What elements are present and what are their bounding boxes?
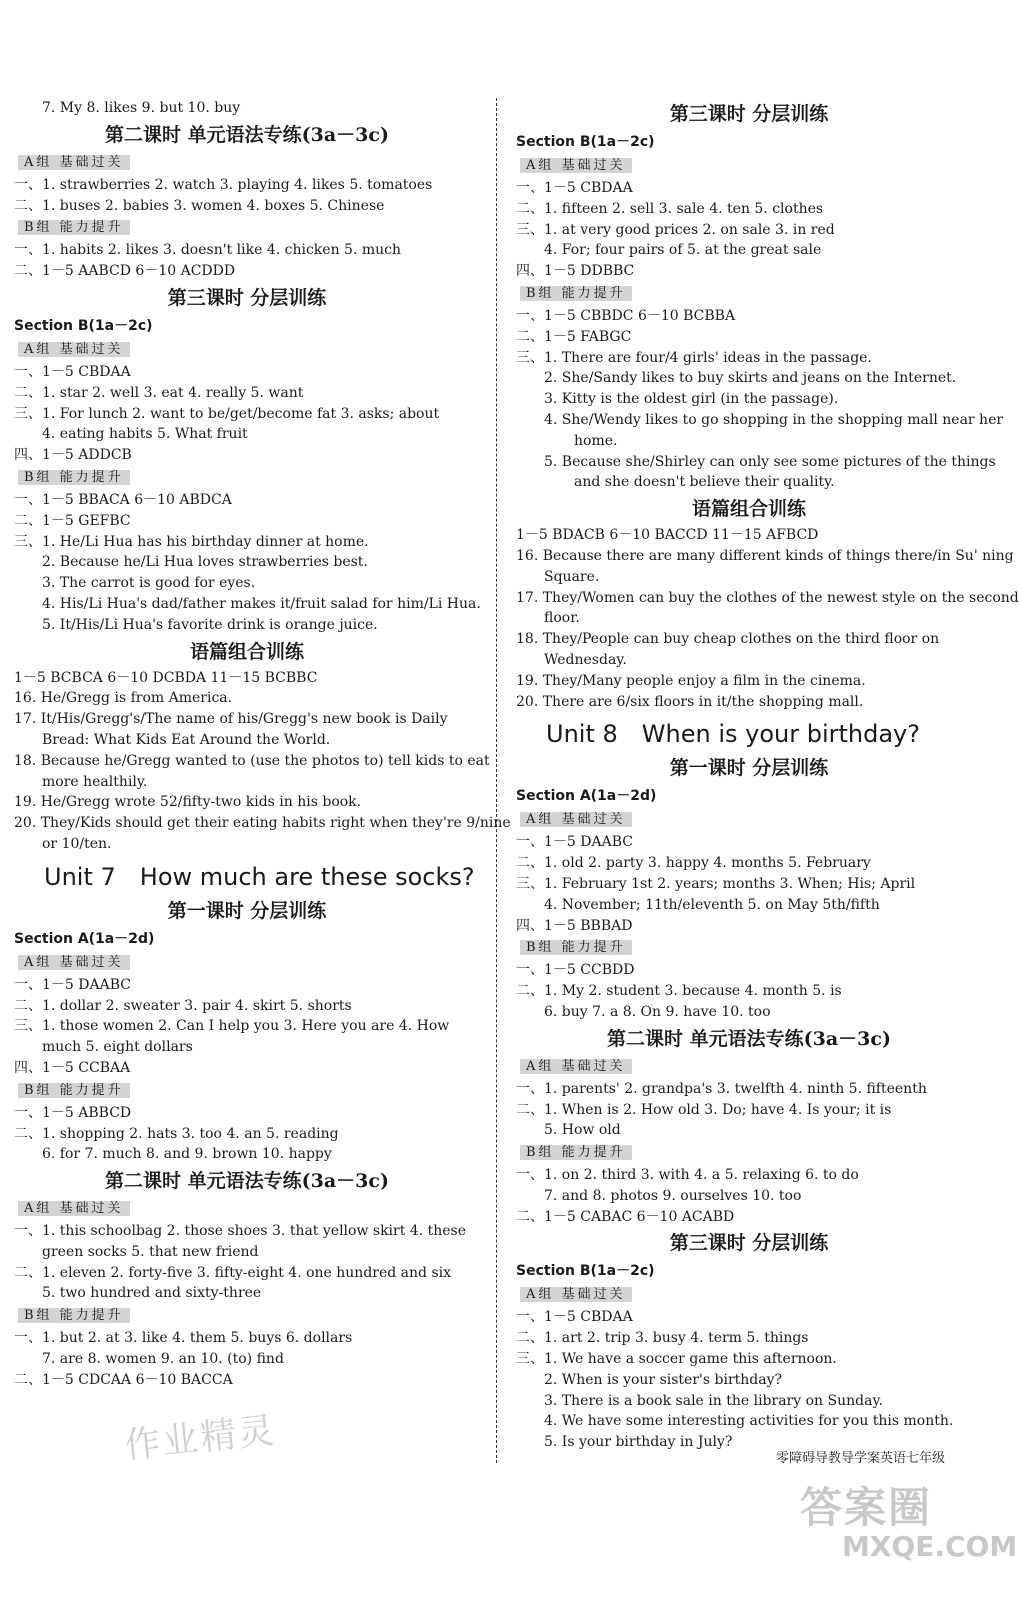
answer-line: or 10/ten. [42,835,112,852]
answer-line: 5. two hundred and sixty-three [42,1285,262,1302]
answer-line: 5. Because she/Shirley can only see some pictures of the things [544,453,996,470]
unit-number: Unit 8 [546,720,618,749]
lesson-heading: 第二课时 单元语法专练(3a－3c) [607,1027,891,1050]
answer-line: 四、1－5 ADDCB [14,447,132,464]
answer-line: 二、1. fifteen 2. sell 3. sale 4. ten 5. clothes [516,200,824,217]
group-label-text: B组 能力提升 [18,1308,130,1323]
answer-line: 二、1. star 2. well 3. eat 4. really 5. want [14,384,304,401]
group-label-text: A组 基础过关 [520,1287,632,1302]
lesson-heading: 第一课时 分层训练 [167,899,327,922]
answer-line: 二、1－5 FABGC [516,328,632,345]
group-label [14,1197,480,1221]
answer-line: 一、1. parents' 2. grandpa's 3. twelfth 4. ninth 5. fifteenth [516,1080,927,1097]
lesson-heading: 语篇组合训练 [691,498,806,521]
answer-line: 1－5 BDACB 6－10 BACCD 11－15 AFBCD [516,527,819,544]
lesson-heading: 第三课时 分层训练 [669,103,829,125]
answer-line: 6. for 7. much 8. and 9. brown 10. happy [42,1146,332,1163]
answer-line: 一、1. habits 2. likes 3. doesn't like 4. chicken 5. much [14,242,401,259]
answer-line: 二、1. art 2. trip 3. busy 4. term 5. things [516,1330,809,1347]
unit-heading [14,859,480,895]
lesson-heading: 第一课时 分层训练 [669,757,829,780]
group-label [516,1141,982,1165]
answer-line: 三、1. those women 2. Can I help you 3. Here you are 4. How [14,1018,450,1035]
answer-line: 2. Because he/Li Hua loves strawberries best. [42,554,368,571]
group-label [14,1304,480,1328]
unit-title: How much are these socks? [139,862,475,891]
column-divider [496,98,497,1463]
group-label-text: A组 基础过关 [520,1059,632,1074]
answer-line: 二、1－5 CDCAA 6－10 BACCA [14,1371,233,1388]
group-label-text: B组 能力提升 [520,1145,632,1160]
answer-line: 二、1. dollar 2. sweater 3. pair 4. skirt 5. shorts [14,997,352,1014]
group-label-text: A组 基础过关 [520,812,632,827]
answer-line: 四、1－5 DDBBC [516,263,635,280]
answer-line: 4. For; four pairs of 5. at the great sale [544,242,822,259]
group-label [14,951,480,975]
group-label [516,1283,982,1307]
answer-line: 19. They/Many people enjoy a film in the cinema. [516,672,866,689]
answer-line: 6. buy 7. a 8. On 9. have 10. too [544,1003,771,1020]
answer-line: 1－5 BCBCA 6－10 DCBDA 11－15 BCBBC [14,669,318,686]
group-label-text: B组 能力提升 [18,470,130,485]
answer-line: 4. eating habits 5. What fruit [42,426,248,443]
group-label-text: B组 能力提升 [18,1083,130,1098]
answer-line: 7. My 8. likes 9. but 10. buy [42,100,241,116]
unit-number: Unit 7 [44,862,116,891]
watermark-logo: 答案圈 [800,1483,933,1532]
answer-line: 3. Kitty is the oldest girl (in the passage). [544,391,839,408]
answer-line: 17. They/Women can buy the clothes of the newest style on the second [516,589,1019,606]
answer-line: 一、1－5 CBDAA [516,180,633,196]
answer-line: 2. She/Sandy likes to buy skirts and jeans on the Internet. [544,370,957,387]
stamp-logo: 作业精灵 [122,1410,279,1467]
answer-line: 一、1. but 2. at 3. like 4. them 5. buys 6. dollars [14,1330,353,1347]
group-label-text: A组 基础过关 [18,155,130,170]
answer-line: 四、1－5 BBBAD [516,917,633,934]
group-label-text: A组 基础过关 [18,342,130,357]
answer-line: 二、1. buses 2. babies 3. women 4. boxes 5. Chinese [14,197,385,214]
answer-line: 2. When is your sister's birthday? [544,1371,783,1388]
answer-line: 三、1. He/Li Hua has his birthday dinner at home. [14,533,369,550]
answer-line: 4. She/Wendy likes to go shopping in the shopping mall near her [544,411,1004,428]
answer-line: 19. He/Gregg wrote 52/fifty-two kids in his book. [14,794,362,811]
answer-line: 二、1－5 AABCD 6－10 ACDDD [14,263,236,280]
answer-line: 二、1. eleven 2. forty-five 3. fifty-eight 4. one hundred and six [14,1264,452,1281]
answer-line: 三、1. We have a soccer game this afternoon. [516,1351,837,1368]
watermark-url: MXQE.COM [842,1530,1018,1563]
answer-line: 一、1－5 CBBDC 6－10 BCBBA [516,307,736,324]
group-label [516,282,982,306]
lesson-heading: 第三课时 分层训练 [167,286,327,309]
answer-line: more healthily. [42,773,148,790]
section-label: Section A(1a－2d) [14,930,155,947]
answer-line: 二、1. When is 2. How old 3. Do; have 4. Is your; it is [516,1101,892,1118]
answer-line: 一、1－5 DAABC [516,834,633,851]
answer-line: 4. We have some interesting activities for you this month. [544,1413,954,1430]
section-label: Section A(1a－2d) [516,788,657,805]
answer-line: 一、1－5 DAABC [14,976,131,993]
answer-line: and she doesn't believe their quality. [574,474,835,491]
group-label [14,1079,480,1103]
answer-line: 一、1－5 CCBDD [516,962,635,979]
group-label-text: A组 基础过关 [18,1201,130,1216]
answer-line: 3. The carrot is good for eyes. [42,575,256,592]
answer-line: 16. He/Gregg is from America. [14,690,233,707]
answer-line: 三、1. at very good prices 2. on sale 3. in red [516,221,835,238]
right-column [516,98,1019,1453]
lesson-heading: 第二课时 单元语法专练(3a－3c) [105,1170,389,1193]
answer-line: 一、1. on 2. third 3. with 4. a 5. relaxing 6. to do [516,1167,859,1184]
left-column [14,98,511,1391]
answer-line: 三、1. February 1st 2. years; months 3. When; His; April [516,875,916,892]
group-label-text: A组 基础过关 [520,158,632,173]
answer-line: 7. and 8. photos 9. ourselves 10. too [544,1187,802,1204]
answer-line: much 5. eight dollars [42,1039,193,1056]
section-label: Section B(1a－2c) [14,317,153,334]
answer-line: 16. Because there are many different kinds of things there/in Su' ning [516,547,1014,564]
group-label [516,1055,982,1079]
answer-line: floor. [544,610,580,627]
group-label [516,154,982,178]
group-label-text: B组 能力提升 [520,286,632,301]
group-label-text: B组 能力提升 [18,220,130,235]
answer-line: 4. November; 11th/eleventh 5. on May 5th/fifth [544,896,880,913]
answer-line: 5. It/His/Li Hua's favorite drink is orange juice. [42,616,378,633]
answer-line: 四、1－5 CCBAA [14,1059,131,1076]
group-label-text: A组 基础过关 [18,955,130,970]
answer-line: 20. There are 6/six floors in it/the shopping mall. [516,693,864,710]
answer-line: 一、1－5 ABBCD [14,1104,132,1121]
answer-line: 三、1. There are four/4 girls' ideas in the passage. [516,349,872,366]
group-label [14,338,480,362]
answer-line: Bread: What Kids Eat Around the World. [42,731,331,748]
answer-line: 一、1－5 BBACA 6－10 ABDCA [14,491,232,508]
section-label: Section B(1a－2c) [516,1263,655,1280]
lesson-heading: 第三课时 分层训练 [669,1232,829,1255]
answer-line: 三、1. For lunch 2. want to be/get/become fat 3. asks; about [14,405,440,422]
answer-line: Wednesday. [544,651,627,668]
answer-line: 二、1. My 2. student 3. because 4. month 5. is [516,983,842,1000]
answer-line: 5. How old [544,1122,621,1139]
answer-line: green socks 5. that new friend [42,1243,259,1260]
answer-line: 18. They/People can buy cheap clothes on the third floor on [516,631,940,648]
unit-heading [516,716,982,752]
group-label [14,216,480,240]
answer-line: Square. [544,568,600,585]
answer-line: 18. Because he/Gregg wanted to (use the photos to) tell kids to eat [14,752,490,769]
unit-title: When is your birthday? [641,720,920,749]
group-label [14,151,480,175]
group-label [14,466,480,490]
answer-line: 一、1－5 CBDAA [516,1309,633,1326]
answer-line: 二、1－5 GEFBC [14,512,131,529]
group-label [516,936,982,960]
answer-line: 7. are 8. women 9. an 10. (to) find [42,1351,284,1368]
answer-line: 3. There is a book sale in the library on Sunday. [544,1392,883,1409]
answer-line: 4. His/Li Hua's dad/father makes it/fruit salad for him/Li Hua. [42,595,481,612]
answer-line: home. [574,432,618,449]
answer-line: 20. They/Kids should get their eating habits right when they're 9/nine [14,815,511,832]
section-label: Section B(1a－2c) [516,134,655,150]
footer-book-title: 零障碍导教导学案英语七年级 [776,1451,946,1466]
answer-line: 一、1. strawberries 2. watch 3. playing 4. likes 5. tomatoes [14,176,433,193]
answer-line: 二、1. old 2. party 3. happy 4. months 5. February [516,855,871,872]
group-label [516,808,982,832]
answer-line: 17. It/His/Gregg's/The name of his/Gregg's new book is Daily [14,711,448,728]
answer-line: 5. Is your birthday in July? [544,1434,733,1451]
answer-line: 一、1. this schoolbag 2. those shoes 3. that yellow skirt 4. these [14,1223,467,1240]
lesson-heading: 第二课时 单元语法专练(3a－3c) [105,123,389,146]
lesson-heading: 语篇组合训练 [189,640,304,663]
answer-line: 二、1－5 CABAC 6－10 ACABD [516,1208,735,1225]
group-label-text: B组 能力提升 [520,940,632,955]
answer-line: 二、1. shopping 2. hats 3. too 4. an 5. reading [14,1125,339,1142]
answer-line: 一、1－5 CBDAA [14,363,131,380]
